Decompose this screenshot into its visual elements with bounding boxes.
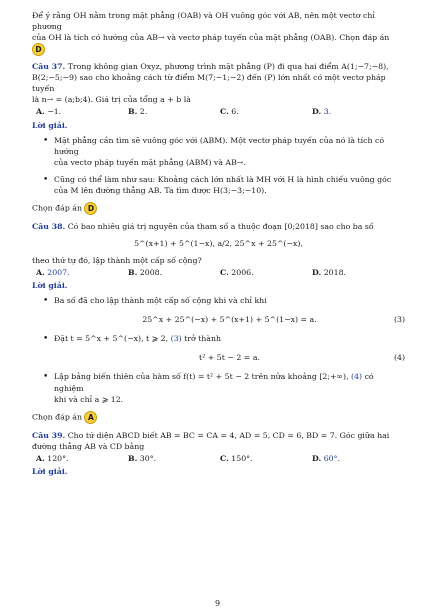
- question-39-line-1: Câu 39. Cho tứ diện ABCD biết AB = BC = CA = 4, AD = 5, CD = 6, BD = 7. Góc giữa hai: [32, 430, 390, 440]
- choice-c: C. 150°.: [220, 453, 253, 463]
- solution-label: Lời giải.: [32, 120, 68, 130]
- choices-row: [36, 267, 405, 278]
- choose-answer-row: Chọn đáp án A: [32, 411, 405, 424]
- intro-answer-row: [32, 43, 405, 56]
- page-number: 9: [214, 598, 221, 608]
- answer-circle-icon: A: [84, 411, 97, 424]
- solution-bullet: • Đặt t = 5^x + 5^(−x), t ⩾ 2, (3) trở thành t² + 5t − 2 = a. (4): [54, 333, 405, 363]
- choose-answer-row: Chọn đáp án D: [32, 202, 405, 215]
- question-38-line-2: theo thứ tự đó, lập thành một cấp số cộng?: [32, 256, 202, 265]
- intro-paragraph: [32, 10, 405, 56]
- solution-label: Lời giải.: [32, 466, 68, 476]
- equation-tag: (3): [393, 315, 405, 325]
- equation-ref: (4): [351, 372, 363, 382]
- solution-bullet: • Lập bảng biến thiên của hàm số f(t) = t² + 5t − 2 trên nửa khoảng [2;+∞), (4) có nghiệm khi và chỉ a ⩾ 12.: [54, 371, 405, 404]
- choice-d: D. 2018.: [312, 268, 347, 278]
- choice-d: D. 60°.: [312, 453, 340, 463]
- solution-bullet: • Cũng có thể làm như sau: Khoảng cách lớn nhất là MH với H là hình chiếu vuông góc của M lên đường thẳng AB. Ta tìm được H(3;−3;−10).: [54, 174, 405, 196]
- question-39-line-2: đường thẳng AB và CD bằng: [32, 441, 145, 451]
- solution-bullet: • Ba số đã cho lập thành một cấp số cộng khi và chỉ khi 25^x + 25^(−x) + 5^(x+1) + 5^(1−x) = a. (3): [54, 295, 405, 325]
- equation-3: 25^x + 25^(−x) + 5^(x+1) + 5^(1−x) = a. (3): [142, 315, 405, 325]
- answer-circle-icon: D: [84, 202, 97, 215]
- question-number: Câu 37.: [32, 62, 66, 72]
- intro-line-2: của OH là tích có hướng của AB→ và vectơ pháp tuyến của mặt phẳng (OAB). Chọn đáp án: [32, 33, 390, 43]
- equation-ref: (3): [170, 334, 182, 344]
- equation-4: t² + 5t − 2 = a. (4): [199, 353, 405, 363]
- choice-a: A. 2007.: [36, 268, 70, 278]
- question-37-line-1: Câu 37. Trong không gian Oxyz, phương trình mặt phẳng (P) đi qua hai điểm A(1;−7;−8),: [32, 62, 389, 72]
- answer-circle-icon: D: [32, 43, 45, 56]
- solution-label: Lời giải.: [32, 281, 68, 291]
- choice-b: B. 2.: [128, 107, 148, 117]
- question-37-line-2: B(2;−5;−9) sao cho khoảng cách từ điểm M(7;−1;−2) đến (P) lớn nhất có một vectơ pháp tuyến: [32, 73, 386, 94]
- equation-tag: (4): [393, 353, 405, 363]
- choice-c: C. 2006.: [220, 268, 254, 278]
- choice-c: C. 6.: [220, 107, 239, 117]
- question-38: [32, 221, 405, 424]
- solution-list: [32, 295, 405, 404]
- question-number: Câu 38.: [32, 221, 66, 231]
- choice-b: B. 30°.: [128, 453, 157, 463]
- choice-a: A. −1.: [36, 107, 62, 117]
- question-39: [32, 430, 405, 477]
- solution-bullet: • Mặt phẳng cần tìm sẽ vuông góc với (ABM). Một vectơ pháp tuyến của nó là tích có hướng của vectơ pháp tuyến mặt phẳng (ABM) và AB→.: [54, 135, 405, 168]
- choices-row: [36, 106, 405, 117]
- solution-list: [32, 135, 405, 196]
- question-37-line-3: là n→ = (a;b;4). Giá trị của tổng a + b là: [32, 95, 191, 105]
- choices-row: [36, 453, 405, 464]
- choice-d: D. 3.: [312, 107, 332, 117]
- question-number: Câu 39.: [32, 430, 66, 440]
- question-38-line-1: Câu 38. Có bao nhiêu giá trị nguyên của tham số a thuộc đoạn [0;2018] sao cho ba số: [32, 221, 374, 231]
- choice-b: B. 2008.: [128, 268, 163, 278]
- formula-three-numbers: 5^(x+1) + 5^(1−x), a/2, 25^x + 25^(−x),: [134, 238, 303, 248]
- intro-line-1: Để ý rằng OH nằm trong mặt phẳng (OAB) và OH vuông góc với AB, nên một vectơ chỉ phương: [32, 11, 375, 32]
- choice-a: A. 120°.: [36, 453, 69, 463]
- question-37: [32, 61, 405, 215]
